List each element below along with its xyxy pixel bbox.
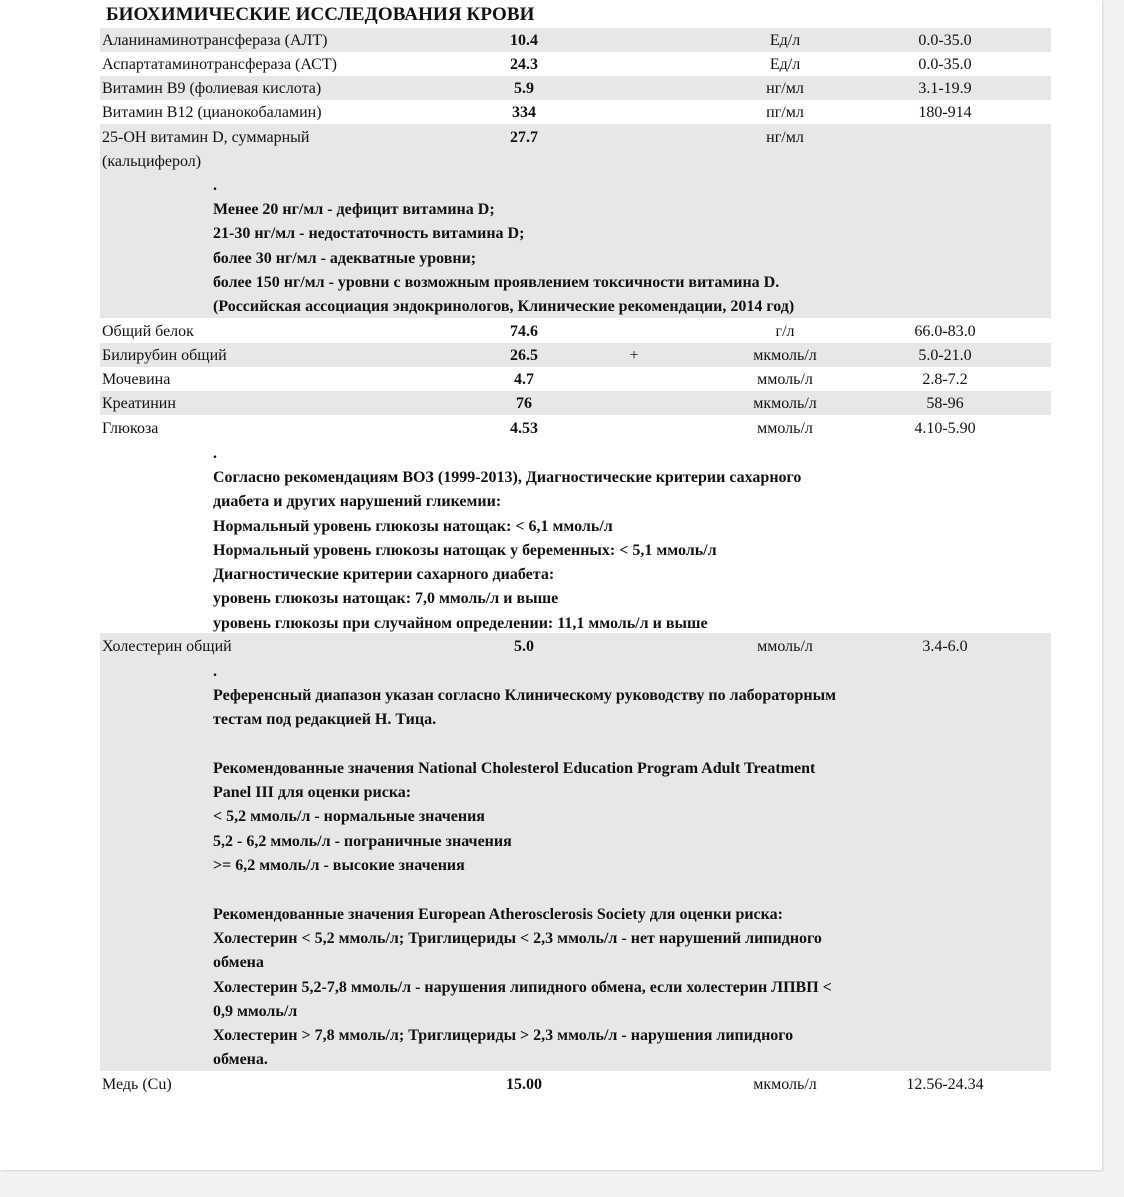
test-reference: 5.0-21.0 bbox=[918, 347, 972, 364]
table-row bbox=[100, 52, 1051, 76]
test-value: 5.9 bbox=[514, 80, 534, 97]
note-line: Нормальный уровень глюкозы натощак: < 6,1 ммоль/л bbox=[213, 517, 613, 535]
table-row bbox=[100, 634, 1051, 658]
test-name: Общий белок bbox=[102, 323, 194, 340]
test-name: Билирубин общий bbox=[102, 347, 227, 364]
test-unit: пг/мл bbox=[766, 104, 804, 121]
test-value: 4.53 bbox=[510, 420, 538, 437]
test-reference: 66.0-83.0 bbox=[914, 323, 976, 340]
test-name: Мочевина bbox=[102, 371, 171, 388]
test-unit: нг/мл bbox=[766, 129, 804, 146]
test-reference: 58-96 bbox=[926, 395, 964, 412]
test-name-line2: (кальциферол) bbox=[102, 153, 202, 170]
table-row bbox=[100, 28, 1051, 52]
test-reference: 180-914 bbox=[918, 104, 972, 121]
note-line: тестам под редакцией Н. Тица. bbox=[213, 711, 437, 729]
test-value: 74.6 bbox=[510, 323, 538, 340]
test-unit: мкмоль/л bbox=[753, 395, 817, 412]
table-row bbox=[100, 125, 1051, 149]
test-reference: 3.4-6.0 bbox=[922, 638, 968, 655]
test-value: 5.0 bbox=[514, 638, 534, 655]
note-line: < 5,2 ммоль/л - нормальные значения bbox=[213, 808, 485, 826]
test-value: 10.4 bbox=[510, 32, 538, 49]
test-name: Аспартатаминотрансфераза (АСТ) bbox=[102, 56, 337, 73]
note-line: Референсный диапазон указан согласно Клиническому руководству по лабораторным bbox=[213, 687, 837, 704]
vitamin-d-note bbox=[213, 174, 943, 319]
note-line: обмена. bbox=[213, 1051, 268, 1069]
test-unit: нг/мл bbox=[766, 80, 804, 97]
test-value: 15.00 bbox=[506, 1076, 542, 1093]
test-value: 26.5 bbox=[510, 347, 538, 364]
table-row bbox=[100, 100, 1051, 124]
test-name: Витамин B9 (фолиевая кислота) bbox=[102, 80, 322, 97]
note-dot: . bbox=[213, 177, 217, 194]
test-unit: Ед/л bbox=[769, 56, 801, 73]
note-line: обмена bbox=[213, 954, 264, 972]
note-line: более 150 нг/мл - уровни с возможным проявлением токсичности витамина D. bbox=[213, 273, 780, 291]
test-unit: Ед/л bbox=[769, 32, 801, 49]
note-line: Panel III для оценки риска: bbox=[213, 784, 412, 802]
table-row bbox=[100, 319, 1051, 343]
note-line: более 30 нг/мл - адекватные уровни; bbox=[213, 249, 477, 267]
test-name: Холестерин общий bbox=[102, 638, 232, 655]
test-name: 25-OH витамин D, суммарный bbox=[102, 129, 310, 146]
note-blank-line bbox=[213, 878, 943, 902]
test-reference: 12.56-24.34 bbox=[906, 1076, 984, 1093]
note-line: (Российская ассоциация эндокринологов, Клинические рекомендации, 2014 год) bbox=[213, 298, 795, 316]
note-line: 0,9 ммоль/л bbox=[213, 1002, 298, 1020]
cholesterol-note bbox=[213, 660, 943, 1073]
test-name: Глюкоза bbox=[102, 420, 159, 437]
note-line: диабета и других нарушений гликемии: bbox=[213, 493, 502, 511]
note-line: Менее 20 нг/мл - дефицит витамина D; bbox=[213, 201, 495, 218]
table-row bbox=[100, 416, 1051, 440]
note-line: Рекомендованные значения European Atherosclerosis Society для оценки риска: bbox=[213, 905, 783, 923]
table-row bbox=[100, 1072, 1051, 1096]
test-reference: 0.0-35.0 bbox=[918, 56, 972, 73]
test-value: 4.7 bbox=[514, 371, 534, 388]
note-line: Согласно рекомендациям ВОЗ (1999-2013), Диагностические критерии сахарного bbox=[213, 469, 802, 486]
test-reference: 4.10-5.90 bbox=[914, 420, 976, 437]
test-reference: 2.8-7.2 bbox=[922, 371, 968, 388]
test-value: 24.3 bbox=[510, 56, 538, 73]
note-dot: . bbox=[213, 445, 217, 462]
test-value: 76 bbox=[516, 395, 532, 412]
test-value: 334 bbox=[512, 104, 536, 121]
test-value: 27.7 bbox=[510, 129, 538, 146]
test-unit: ммоль/л bbox=[757, 371, 813, 388]
glucose-note bbox=[213, 442, 943, 636]
note-line: 5,2 - 6,2 ммоль/л - пограничные значения bbox=[213, 832, 512, 850]
note-line: Холестерин > 7,8 ммоль/л; Триглицериды > 2,3 ммоль/л - нарушения липидного bbox=[213, 1027, 794, 1045]
note-line: Рекомендованные значения National Cholesterol Education Program Adult Treatment bbox=[213, 759, 816, 777]
abnormal-flag: + bbox=[629, 347, 639, 364]
test-name: Медь (Cu) bbox=[102, 1076, 172, 1093]
test-unit: мкмоль/л bbox=[753, 1076, 817, 1093]
test-reference: 3.1-19.9 bbox=[918, 80, 972, 97]
note-line: уровень глюкозы натощак: 7,0 ммоль/л и выше bbox=[213, 590, 559, 608]
test-name: Витамин B12 (цианокобаламин) bbox=[102, 104, 322, 121]
note-dot: . bbox=[213, 663, 217, 680]
test-unit: ммоль/л bbox=[757, 638, 813, 655]
note-line: 21-30 нг/мл - недостаточность витамина D; bbox=[213, 225, 525, 243]
test-unit: мкмоль/л bbox=[753, 347, 817, 364]
note-blank-line bbox=[213, 733, 943, 757]
test-reference: 0.0-35.0 bbox=[918, 32, 972, 49]
table-row bbox=[100, 343, 1051, 367]
test-name: Креатинин bbox=[102, 395, 176, 412]
note-line: Диагностические критерии сахарного диабета: bbox=[213, 566, 555, 584]
note-line: Холестерин < 5,2 ммоль/л; Триглицериды < 2,3 ммоль/л - нет нарушений липидного bbox=[213, 929, 822, 947]
test-unit: г/л bbox=[775, 323, 795, 340]
note-line: уровень глюкозы при случайном определении: 11,1 ммоль/л и выше bbox=[213, 614, 708, 632]
note-line: >= 6,2 ммоль/л - высокие значения bbox=[213, 857, 465, 875]
table-row bbox=[100, 76, 1051, 100]
table-row bbox=[100, 391, 1051, 415]
test-name: Аланинаминотрансфераза (АЛТ) bbox=[102, 32, 328, 49]
note-line: Холестерин 5,2-7,8 ммоль/л - нарушения липидного обмена, если холестерин ЛПВП < bbox=[213, 978, 832, 996]
table-row bbox=[100, 367, 1051, 391]
section-title: БИОХИМИЧЕСКИЕ ИССЛЕДОВАНИЯ КРОВИ bbox=[106, 4, 535, 25]
test-unit: ммоль/л bbox=[757, 420, 813, 437]
note-line: Нормальный уровень глюкозы натощак у беременных: < 5,1 ммоль/л bbox=[213, 541, 717, 559]
